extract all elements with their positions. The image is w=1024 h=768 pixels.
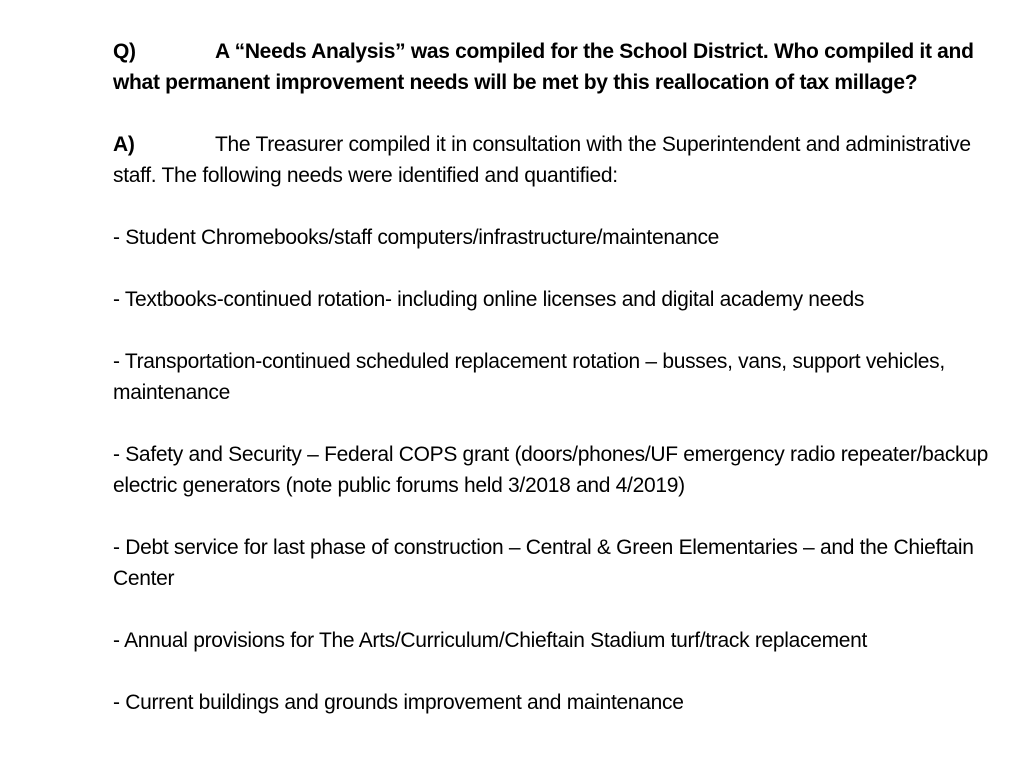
need-item-chromebooks: - Student Chromebooks/staff computers/infrastructure/maintenance [113, 226, 720, 249]
answer-text: The Treasurer compiled it in consultation with the Superintendent and administrative staff. The following needs were identified and quantified: [113, 133, 971, 187]
needs-list [113, 222, 1013, 718]
need-item-annual-provisions: - Annual provisions for The Arts/Curriculum/Chieftain Stadium turf/track replacement [113, 629, 868, 652]
question-paragraph [113, 36, 1013, 98]
answer-paragraph [113, 129, 1013, 191]
need-item-buildings-grounds: - Current buildings and grounds improvement and maintenance [113, 691, 684, 714]
answer-marker: A) [113, 133, 135, 156]
need-item-textbooks: - Textbooks-continued rotation- including online licenses and digital academy needs [113, 288, 865, 311]
question-text: A “Needs Analysis” was compiled for the School District. Who compiled it and what permanent improvement needs will be met by this reallocation of tax millage? [113, 40, 974, 94]
question-marker: Q) [113, 40, 136, 63]
need-item-transportation: - Transportation-continued scheduled replacement rotation – busses, vans, support vehicles, maintenance [113, 350, 945, 404]
slide-content [113, 36, 1013, 718]
need-item-debt-service: - Debt service for last phase of construction – Central & Green Elementaries – and the Chieftain Center [113, 536, 974, 590]
need-item-safety-security: - Safety and Security – Federal COPS grant (doors/phones/UF emergency radio repeater/backup electric generators (note public forums held 3/2018 and 4/2019) [113, 443, 988, 497]
